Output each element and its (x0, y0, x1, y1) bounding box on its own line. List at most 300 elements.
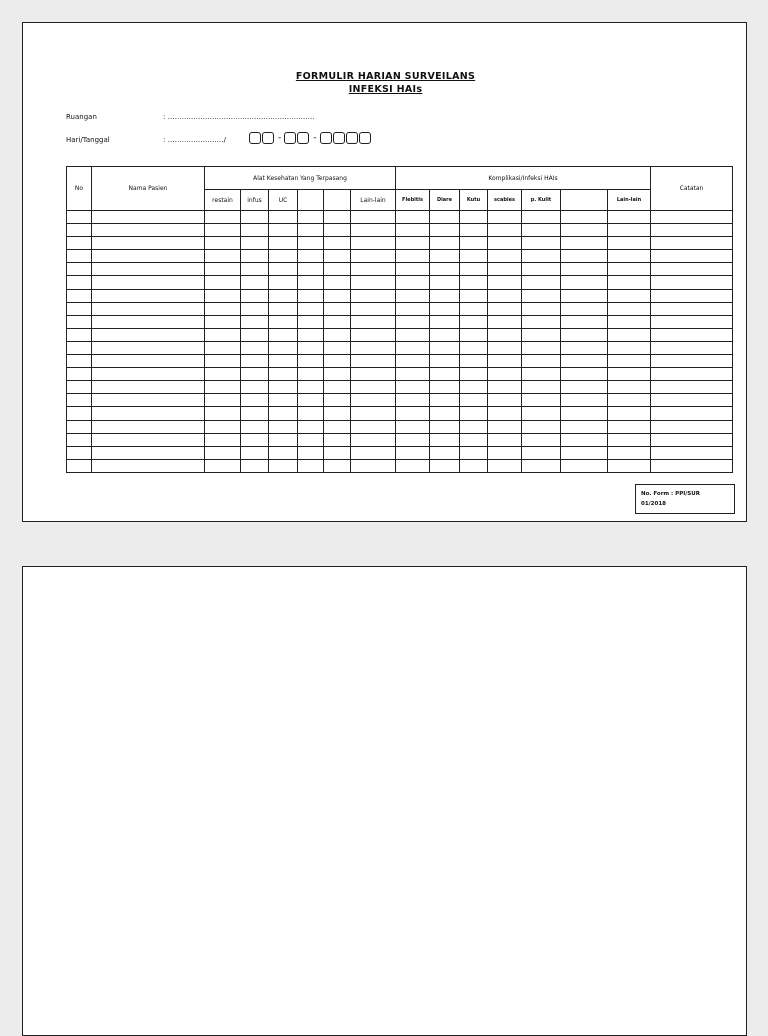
table-cell[interactable] (67, 433, 92, 446)
table-cell[interactable] (298, 224, 324, 237)
table-cell[interactable] (608, 224, 651, 237)
table-cell[interactable] (92, 211, 205, 224)
table-cell[interactable] (522, 368, 561, 381)
table-cell[interactable] (651, 381, 733, 394)
table-cell[interactable] (92, 433, 205, 446)
table-cell[interactable] (608, 315, 651, 328)
table-cell[interactable] (430, 328, 460, 341)
table-cell[interactable] (430, 420, 460, 433)
table-cell[interactable] (269, 315, 298, 328)
table-cell[interactable] (92, 237, 205, 250)
table-cell[interactable] (324, 394, 351, 407)
table-cell[interactable] (298, 394, 324, 407)
table-cell[interactable] (67, 459, 92, 472)
table-cell[interactable] (488, 276, 522, 289)
table-cell[interactable] (324, 315, 351, 328)
table-cell[interactable] (351, 407, 396, 420)
table-cell[interactable] (651, 394, 733, 407)
table-cell[interactable] (351, 211, 396, 224)
table-cell[interactable] (269, 328, 298, 341)
table-cell[interactable] (522, 315, 561, 328)
table-cell[interactable] (488, 459, 522, 472)
table-cell[interactable] (298, 237, 324, 250)
table-cell[interactable] (488, 355, 522, 368)
table-cell[interactable] (460, 289, 488, 302)
table-cell[interactable] (269, 394, 298, 407)
table-cell[interactable] (269, 368, 298, 381)
table-cell[interactable] (351, 394, 396, 407)
table-cell[interactable] (269, 407, 298, 420)
table-cell[interactable] (92, 459, 205, 472)
table-cell[interactable] (92, 224, 205, 237)
table-cell[interactable] (522, 341, 561, 354)
table-cell[interactable] (241, 394, 269, 407)
table-cell[interactable] (396, 355, 430, 368)
table-cell[interactable] (608, 289, 651, 302)
table-cell[interactable] (561, 237, 608, 250)
table-cell[interactable] (92, 381, 205, 394)
table-cell[interactable] (651, 328, 733, 341)
table-cell[interactable] (205, 237, 241, 250)
table-cell[interactable] (608, 276, 651, 289)
table-cell[interactable] (351, 355, 396, 368)
table-cell[interactable] (205, 407, 241, 420)
table-cell[interactable] (460, 446, 488, 459)
table-cell[interactable] (324, 341, 351, 354)
table-cell[interactable] (269, 355, 298, 368)
table-cell[interactable] (460, 263, 488, 276)
table-cell[interactable] (351, 315, 396, 328)
table-cell[interactable] (522, 289, 561, 302)
table-cell[interactable] (396, 302, 430, 315)
table-cell[interactable] (205, 328, 241, 341)
table-cell[interactable] (396, 224, 430, 237)
table-cell[interactable] (67, 237, 92, 250)
table-cell[interactable] (608, 328, 651, 341)
table-cell[interactable] (460, 381, 488, 394)
table-cell[interactable] (460, 341, 488, 354)
table-cell[interactable] (269, 341, 298, 354)
table-cell[interactable] (396, 394, 430, 407)
table-cell[interactable] (241, 355, 269, 368)
table-cell[interactable] (522, 211, 561, 224)
table-cell[interactable] (651, 302, 733, 315)
table-cell[interactable] (608, 459, 651, 472)
table-cell[interactable] (241, 446, 269, 459)
table-cell[interactable] (430, 302, 460, 315)
table-cell[interactable] (460, 459, 488, 472)
table-cell[interactable] (92, 446, 205, 459)
table-cell[interactable] (522, 263, 561, 276)
table-cell[interactable] (522, 224, 561, 237)
table-cell[interactable] (396, 381, 430, 394)
table-cell[interactable] (67, 250, 92, 263)
table-cell[interactable] (608, 237, 651, 250)
table-cell[interactable] (298, 420, 324, 433)
table-cell[interactable] (651, 433, 733, 446)
table-cell[interactable] (92, 328, 205, 341)
table-cell[interactable] (205, 302, 241, 315)
table-cell[interactable] (205, 446, 241, 459)
table-cell[interactable] (241, 250, 269, 263)
table-cell[interactable] (269, 381, 298, 394)
table-cell[interactable] (561, 381, 608, 394)
table-cell[interactable] (351, 328, 396, 341)
table-cell[interactable] (488, 420, 522, 433)
table-cell[interactable] (92, 250, 205, 263)
table-cell[interactable] (488, 263, 522, 276)
table-cell[interactable] (396, 250, 430, 263)
table-cell[interactable] (561, 289, 608, 302)
table-cell[interactable] (269, 302, 298, 315)
table-cell[interactable] (269, 289, 298, 302)
table-cell[interactable] (67, 368, 92, 381)
table-cell[interactable] (608, 420, 651, 433)
table-cell[interactable] (561, 459, 608, 472)
table-cell[interactable] (351, 224, 396, 237)
table-cell[interactable] (651, 224, 733, 237)
table-cell[interactable] (608, 368, 651, 381)
table-cell[interactable] (561, 407, 608, 420)
table-cell[interactable] (241, 407, 269, 420)
table-cell[interactable] (396, 446, 430, 459)
table-cell[interactable] (92, 302, 205, 315)
table-cell[interactable] (324, 250, 351, 263)
table-cell[interactable] (522, 407, 561, 420)
table-cell[interactable] (430, 211, 460, 224)
table-cell[interactable] (396, 341, 430, 354)
table-cell[interactable] (561, 433, 608, 446)
table-cell[interactable] (324, 263, 351, 276)
table-cell[interactable] (522, 446, 561, 459)
table-cell[interactable] (430, 459, 460, 472)
table-cell[interactable] (460, 224, 488, 237)
table-cell[interactable] (460, 250, 488, 263)
table-cell[interactable] (351, 420, 396, 433)
table-cell[interactable] (298, 446, 324, 459)
table-cell[interactable] (324, 446, 351, 459)
table-cell[interactable] (651, 237, 733, 250)
table-cell[interactable] (430, 407, 460, 420)
table-cell[interactable] (396, 433, 430, 446)
table-cell[interactable] (241, 433, 269, 446)
table-cell[interactable] (488, 407, 522, 420)
table-cell[interactable] (608, 407, 651, 420)
table-cell[interactable] (351, 341, 396, 354)
table-cell[interactable] (351, 381, 396, 394)
table-cell[interactable] (522, 237, 561, 250)
table-cell[interactable] (205, 341, 241, 354)
table-cell[interactable] (608, 250, 651, 263)
table-cell[interactable] (651, 355, 733, 368)
table-cell[interactable] (298, 433, 324, 446)
table-cell[interactable] (561, 302, 608, 315)
table-cell[interactable] (241, 211, 269, 224)
table-cell[interactable] (608, 381, 651, 394)
table-cell[interactable] (430, 315, 460, 328)
table-cell[interactable] (269, 446, 298, 459)
table-cell[interactable] (430, 341, 460, 354)
table-cell[interactable] (561, 446, 608, 459)
table-cell[interactable] (396, 289, 430, 302)
table-cell[interactable] (324, 328, 351, 341)
table-cell[interactable] (396, 263, 430, 276)
table-cell[interactable] (205, 459, 241, 472)
table-cell[interactable] (460, 302, 488, 315)
table-cell[interactable] (396, 407, 430, 420)
table-cell[interactable] (67, 328, 92, 341)
table-cell[interactable] (205, 263, 241, 276)
table-cell[interactable] (608, 394, 651, 407)
table-cell[interactable] (67, 211, 92, 224)
table-cell[interactable] (205, 211, 241, 224)
table-cell[interactable] (324, 237, 351, 250)
table-cell[interactable] (651, 276, 733, 289)
table-cell[interactable] (205, 355, 241, 368)
table-cell[interactable] (92, 263, 205, 276)
table-cell[interactable] (561, 355, 608, 368)
table-cell[interactable] (488, 341, 522, 354)
table-cell[interactable] (351, 289, 396, 302)
table-cell[interactable] (608, 355, 651, 368)
table-cell[interactable] (67, 289, 92, 302)
table-cell[interactable] (488, 433, 522, 446)
table-cell[interactable] (608, 263, 651, 276)
table-cell[interactable] (298, 368, 324, 381)
table-cell[interactable] (460, 394, 488, 407)
table-cell[interactable] (241, 224, 269, 237)
table-cell[interactable] (561, 368, 608, 381)
table-cell[interactable] (460, 315, 488, 328)
table-cell[interactable] (561, 276, 608, 289)
table-cell[interactable] (298, 407, 324, 420)
table-cell[interactable] (488, 394, 522, 407)
table-cell[interactable] (651, 407, 733, 420)
table-cell[interactable] (460, 211, 488, 224)
table-cell[interactable] (92, 420, 205, 433)
table-cell[interactable] (241, 263, 269, 276)
table-cell[interactable] (651, 289, 733, 302)
table-cell[interactable] (396, 328, 430, 341)
table-cell[interactable] (608, 211, 651, 224)
table-cell[interactable] (430, 368, 460, 381)
table-cell[interactable] (298, 328, 324, 341)
table-cell[interactable] (241, 289, 269, 302)
table-cell[interactable] (651, 250, 733, 263)
table-cell[interactable] (324, 368, 351, 381)
table-cell[interactable] (430, 263, 460, 276)
table-cell[interactable] (430, 433, 460, 446)
table-cell[interactable] (460, 328, 488, 341)
table-cell[interactable] (561, 211, 608, 224)
table-cell[interactable] (396, 315, 430, 328)
table-cell[interactable] (430, 381, 460, 394)
table-cell[interactable] (205, 276, 241, 289)
table-cell[interactable] (488, 328, 522, 341)
table-cell[interactable] (460, 420, 488, 433)
table-cell[interactable] (396, 276, 430, 289)
table-cell[interactable] (241, 237, 269, 250)
table-cell[interactable] (324, 459, 351, 472)
table-cell[interactable] (241, 381, 269, 394)
table-cell[interactable] (608, 433, 651, 446)
table-cell[interactable] (561, 315, 608, 328)
table-cell[interactable] (298, 381, 324, 394)
table-cell[interactable] (351, 433, 396, 446)
table-cell[interactable] (651, 459, 733, 472)
table-cell[interactable] (488, 237, 522, 250)
table-cell[interactable] (561, 250, 608, 263)
table-cell[interactable] (298, 315, 324, 328)
table-cell[interactable] (298, 276, 324, 289)
table-cell[interactable] (351, 368, 396, 381)
table-cell[interactable] (522, 250, 561, 263)
table-cell[interactable] (241, 459, 269, 472)
table-cell[interactable] (67, 407, 92, 420)
table-cell[interactable] (241, 328, 269, 341)
table-cell[interactable] (241, 341, 269, 354)
table-cell[interactable] (460, 433, 488, 446)
table-cell[interactable] (430, 276, 460, 289)
table-cell[interactable] (488, 211, 522, 224)
table-cell[interactable] (241, 368, 269, 381)
table-cell[interactable] (241, 276, 269, 289)
table-cell[interactable] (351, 237, 396, 250)
table-cell[interactable] (269, 420, 298, 433)
table-cell[interactable] (488, 224, 522, 237)
table-cell[interactable] (430, 394, 460, 407)
table-cell[interactable] (324, 433, 351, 446)
table-cell[interactable] (488, 446, 522, 459)
table-cell[interactable] (396, 237, 430, 250)
table-cell[interactable] (298, 302, 324, 315)
table-cell[interactable] (269, 224, 298, 237)
table-cell[interactable] (67, 420, 92, 433)
table-cell[interactable] (324, 276, 351, 289)
table-cell[interactable] (522, 302, 561, 315)
table-cell[interactable] (651, 263, 733, 276)
table-cell[interactable] (351, 276, 396, 289)
table-cell[interactable] (324, 302, 351, 315)
table-cell[interactable] (522, 276, 561, 289)
table-cell[interactable] (92, 276, 205, 289)
table-cell[interactable] (205, 250, 241, 263)
table-cell[interactable] (92, 368, 205, 381)
table-cell[interactable] (460, 237, 488, 250)
table-cell[interactable] (298, 211, 324, 224)
table-cell[interactable] (269, 459, 298, 472)
table-cell[interactable] (92, 355, 205, 368)
table-cell[interactable] (651, 315, 733, 328)
table-cell[interactable] (67, 263, 92, 276)
table-cell[interactable] (67, 302, 92, 315)
table-cell[interactable] (561, 224, 608, 237)
table-cell[interactable] (430, 446, 460, 459)
table-cell[interactable] (488, 315, 522, 328)
table-cell[interactable] (522, 394, 561, 407)
table-cell[interactable] (324, 211, 351, 224)
table-cell[interactable] (92, 394, 205, 407)
table-cell[interactable] (205, 224, 241, 237)
table-cell[interactable] (430, 355, 460, 368)
table-cell[interactable] (396, 459, 430, 472)
table-cell[interactable] (488, 381, 522, 394)
table-cell[interactable] (205, 394, 241, 407)
table-cell[interactable] (430, 289, 460, 302)
table-cell[interactable] (269, 250, 298, 263)
table-cell[interactable] (351, 459, 396, 472)
table-cell[interactable] (298, 250, 324, 263)
table-cell[interactable] (522, 433, 561, 446)
table-cell[interactable] (351, 250, 396, 263)
table-cell[interactable] (608, 302, 651, 315)
table-cell[interactable] (488, 289, 522, 302)
table-cell[interactable] (651, 446, 733, 459)
table-cell[interactable] (561, 394, 608, 407)
table-cell[interactable] (67, 446, 92, 459)
table-cell[interactable] (522, 381, 561, 394)
table-cell[interactable] (67, 341, 92, 354)
table-cell[interactable] (651, 211, 733, 224)
table-cell[interactable] (269, 263, 298, 276)
table-cell[interactable] (92, 315, 205, 328)
table-cell[interactable] (205, 368, 241, 381)
table-cell[interactable] (522, 355, 561, 368)
table-cell[interactable] (460, 276, 488, 289)
table-cell[interactable] (298, 459, 324, 472)
table-cell[interactable] (561, 328, 608, 341)
table-cell[interactable] (608, 341, 651, 354)
table-cell[interactable] (67, 394, 92, 407)
table-cell[interactable] (561, 263, 608, 276)
table-cell[interactable] (651, 420, 733, 433)
table-cell[interactable] (205, 433, 241, 446)
table-cell[interactable] (488, 250, 522, 263)
table-cell[interactable] (651, 341, 733, 354)
table-cell[interactable] (430, 224, 460, 237)
table-cell[interactable] (460, 407, 488, 420)
table-cell[interactable] (67, 276, 92, 289)
table-cell[interactable] (430, 250, 460, 263)
table-cell[interactable] (324, 289, 351, 302)
table-cell[interactable] (67, 355, 92, 368)
table-cell[interactable] (241, 420, 269, 433)
table-cell[interactable] (92, 289, 205, 302)
table-cell[interactable] (67, 224, 92, 237)
table-cell[interactable] (298, 341, 324, 354)
table-cell[interactable] (608, 446, 651, 459)
table-cell[interactable] (430, 237, 460, 250)
table-cell[interactable] (324, 224, 351, 237)
table-cell[interactable] (522, 459, 561, 472)
table-cell[interactable] (269, 276, 298, 289)
table-cell[interactable] (324, 381, 351, 394)
table-cell[interactable] (522, 420, 561, 433)
table-cell[interactable] (205, 315, 241, 328)
table-cell[interactable] (522, 328, 561, 341)
table-cell[interactable] (67, 315, 92, 328)
table-cell[interactable] (351, 263, 396, 276)
table-cell[interactable] (298, 355, 324, 368)
table-cell[interactable] (205, 381, 241, 394)
table-cell[interactable] (324, 355, 351, 368)
table-cell[interactable] (67, 381, 92, 394)
table-cell[interactable] (488, 368, 522, 381)
table-cell[interactable] (205, 289, 241, 302)
table-cell[interactable] (269, 433, 298, 446)
table-cell[interactable] (269, 211, 298, 224)
table-cell[interactable] (269, 237, 298, 250)
